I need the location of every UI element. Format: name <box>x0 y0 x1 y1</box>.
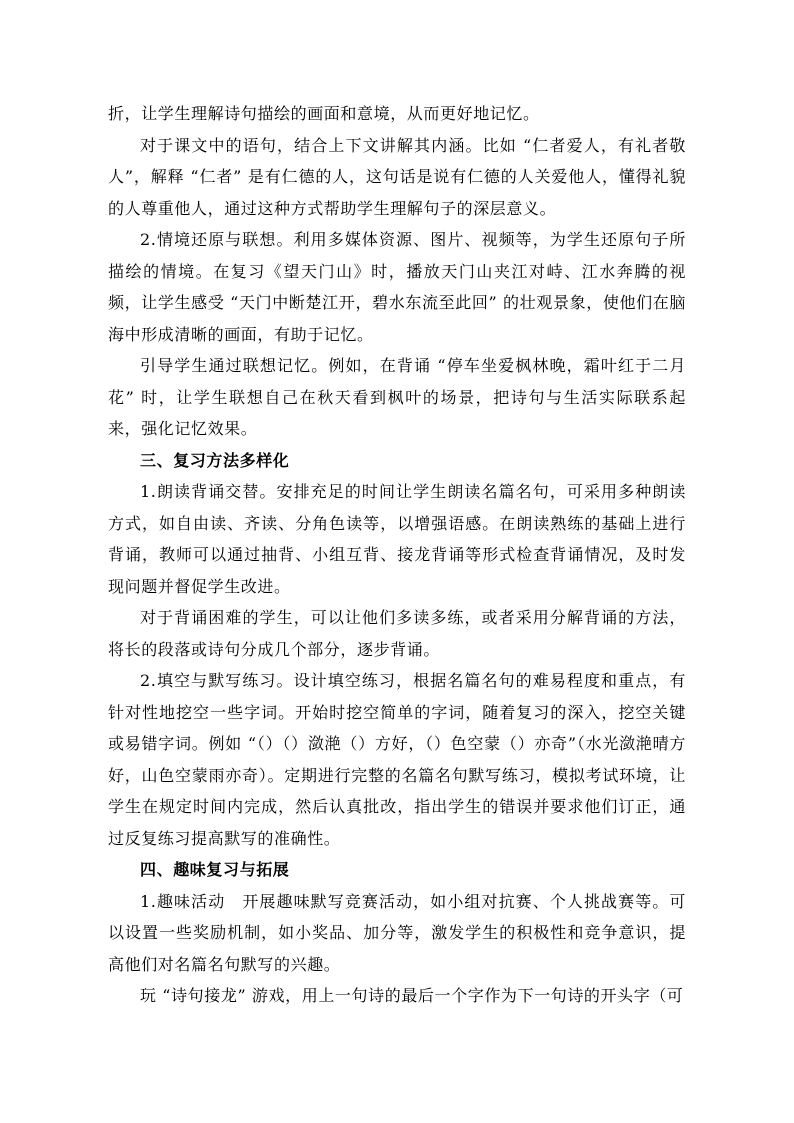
section-heading-diverse-methods: 三、复习方法多样化 <box>140 450 290 470</box>
paragraph-continuation: 折，让学生理解诗句描绘的画面和意境，从而更好地记忆。 <box>108 104 540 123</box>
section-heading-fun-review: 四、趣味复习与拓展 <box>140 860 290 879</box>
document-page <box>108 98 686 1012</box>
paragraph-text-explanation: 对于课文中的语句，结合上下文讲解其内涵。比如 “仁者爱人，有礼者敬人”，解释 “仁者” 是有仁德的人，这句话是说有仁德的人关爱他人，懂得礼貌的人尊重他人，通过这种方式帮助学生理解句子的深层意义。 <box>108 135 686 218</box>
paragraph-recitation-difficulty: 对于背诵困难的学生，可以让他们多读多练，或者采用分解背诵的方法，将长的段落或诗句分成几个部分，逐步背诵。 <box>108 608 686 659</box>
paragraph-reading-recitation: 1.朗读背诵交替。安排充足的时间让学生朗读名篇名句，可采用多种朗读方式，如自由读、齐读、分角色读等，以增强语感。在朗读熟练的基础上进行背诵，教师可以通过抽背、小组互背、接龙背诵等形式检查背诵情况，及时发现问题并督促学生改进。 <box>108 482 686 596</box>
paragraph-fun-activities: 1.趣味活动 开展趣味默写竞赛活动，如小组对抗赛、个人挑战赛等。可以设置一些奖励机制，如小奖品、加分等，激发学生的积极性和竞争意识，提高他们对名篇名句默写的兴趣。 <box>108 891 686 974</box>
paragraph-scenario-restoration: 2.情境还原与联想。利用多媒体资源、图片、视频等，为学生还原句子所描绘的情境。在复习《望天门山》时，播放天门山夹江对峙、江水奔腾的视频，让学生感受 “天门中断楚江开，碧水东流至此回” 的壮观景象，使他们在脑海中形成清晰的画面，有助于记忆。 <box>108 230 686 344</box>
paragraph-poem-chain-game: 玩 “诗句接龙” 游戏，用上一句诗的最后一个字作为下一句诗的开头字（可 <box>140 986 684 1005</box>
paragraph-fill-dictation: 2.填空与默写练习。设计填空练习，根据名篇名句的难易程度和重点，有针对性地挖空一些字词。开始时挖空简单的字词，随着复习的深入，挖空关键或易错字词。例如 “（）（）潋滟（）方好，（）色空蒙（）亦奇”（水光潋滟晴方好，山色空蒙雨亦奇）。定期进行完整的名篇名句默写练习，模拟考试环境，让学生在规定时间内完成，然后认真批改，指出学生的错误并要求他们订正，通过反复练习提高默写的准确性。 <box>108 671 686 848</box>
paragraph-association-memory: 引导学生通过联想记忆。例如，在背诵 “停车坐爱枫林晚，霜叶红于二月花” 时，让学生联想自己在秋天看到枫叶的场景，把诗句与生活实际联系起来，强化记忆效果。 <box>108 356 686 438</box>
